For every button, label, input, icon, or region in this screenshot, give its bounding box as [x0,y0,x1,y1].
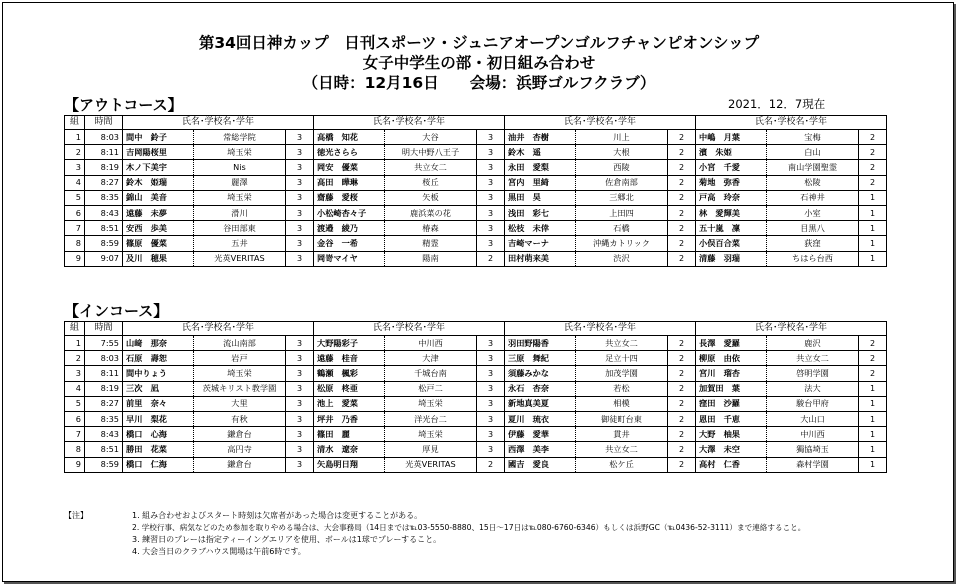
player-name: 長澤 愛羅 [696,336,767,351]
table-row [65,130,887,145]
player-name: 坪井 乃香 [314,411,385,426]
tee-time: 8:11 [85,145,123,160]
school-name: 貫井 [576,427,668,442]
school-name: 佐倉南部 [576,175,668,190]
school-name: 共立女二 [767,351,859,366]
table-row [65,236,887,251]
school-name: 千城台南 [385,366,477,381]
school-name: 鎌倉台 [194,427,286,442]
grade: 3 [286,221,314,236]
school-name: 足立十四 [576,351,668,366]
group-number: 2 [65,145,85,160]
player-name: 篠田 麗 [314,427,385,442]
grade: 3 [286,236,314,251]
school-name: 松ケ丘 [576,457,668,472]
grade: 3 [286,442,314,457]
grade: 3 [477,221,505,236]
grade: 3 [286,145,314,160]
grade: 3 [477,381,505,396]
grade: 3 [286,190,314,205]
tee-time: 8:11 [85,366,123,381]
school-name: 鹿沢 [767,336,859,351]
header-player-4: 氏名･学校名･学年 [696,116,887,130]
grade: 2 [668,190,696,205]
group-number: 8 [65,236,85,251]
grade: 1 [859,190,887,205]
school-name: 椿森 [385,221,477,236]
player-name: 橋口 仁海 [123,457,194,472]
grade: 2 [668,251,696,266]
player-name: 中嶋 月葉 [696,130,767,145]
grade: 3 [477,427,505,442]
player-name: 永田 愛梨 [505,160,576,175]
school-name: 埼玉栄 [385,396,477,411]
header-player-1: 氏名･学校名･学年 [123,116,314,130]
grade: 3 [286,251,314,266]
tee-time: 8:19 [85,160,123,175]
school-name: 若松 [576,381,668,396]
table-row [65,457,887,472]
player-name: 小宮 千愛 [696,160,767,175]
player-name: 前里 奈々 [123,396,194,411]
player-name: 高田 曄琳 [314,175,385,190]
grade: 1 [859,221,887,236]
school-name: 埼玉栄 [194,190,286,205]
tee-time: 8:35 [85,190,123,205]
player-name: 恩田 千恵 [696,411,767,426]
player-name: 及川 穂果 [123,251,194,266]
table-row [65,366,887,381]
grade: 2 [668,221,696,236]
school-name: 有秋 [194,411,286,426]
player-name: 渡邉 綾乃 [314,221,385,236]
school-name: 川上 [576,130,668,145]
out-course-label: 【アウトコース】 [64,96,183,114]
school-name: 三郷北 [576,190,668,205]
school-name: 光英VERITAS [385,457,477,472]
player-name: 五十嵐 凜 [696,221,767,236]
note-item: 1. 組み合わせおよびスタート時刻は欠席者があった場合は変更することがある。 [132,511,423,520]
grade: 2 [668,396,696,411]
header-player-1: 氏名･学校名･学年 [123,322,314,336]
school-name: 共立女二 [385,160,477,175]
header-group: 組 [65,116,85,130]
player-name: 大野 柚果 [696,427,767,442]
grade: 3 [286,396,314,411]
school-name: 法大 [767,381,859,396]
player-name: 黒田 昊 [505,190,576,205]
player-name: 戸高 玲奈 [696,190,767,205]
note-item: 3. 練習日のプレーは指定ティーイングエリアを使用、ボールは1球でプレーすること。 [132,535,442,544]
school-name: 茨城キリスト教学園 [194,381,286,396]
player-name: 高村 仁香 [696,457,767,472]
school-name: 森村学園 [767,457,859,472]
header-time: 時間 [85,116,123,130]
grade: 3 [286,411,314,426]
grade: 3 [477,190,505,205]
group-number: 1 [65,130,85,145]
school-name: 厚見 [385,442,477,457]
grade: 2 [668,457,696,472]
tee-time: 8:43 [85,427,123,442]
player-name: 宮内 里綺 [505,175,576,190]
in-course-label: 【インコース】 [64,302,169,320]
grade: 3 [477,236,505,251]
school-name: 白山 [767,145,859,160]
player-name: 松原 柊亜 [314,381,385,396]
school-name: 加茂学園 [576,366,668,381]
table-row [65,411,887,426]
table-row [65,427,887,442]
player-name: 早川 梨花 [123,411,194,426]
tee-time: 9:07 [85,251,123,266]
header-player-3: 氏名･学校名･学年 [505,322,696,336]
grade: 3 [477,145,505,160]
grade: 2 [859,175,887,190]
notes-list [132,510,805,558]
tee-time: 8:43 [85,205,123,220]
player-name: 清水 遼奈 [314,442,385,457]
grade: 2 [668,351,696,366]
school-name: 明大中野八王子 [385,145,477,160]
school-name: 大谷 [385,130,477,145]
school-name: 光英VERITAS [194,251,286,266]
player-name: 大澤 未空 [696,442,767,457]
school-name: 御徒町台東 [576,411,668,426]
grade: 2 [668,427,696,442]
player-name: 宮川 瑠杏 [696,366,767,381]
player-name: 間中りょう [123,366,194,381]
player-name: 伊藤 愛華 [505,427,576,442]
grade: 3 [286,351,314,366]
grade: 3 [286,175,314,190]
title-line3: （日時：12月16日 会場：浜野ゴルフクラブ） [302,74,656,92]
table-row [65,145,887,160]
player-name: 鈴木 遥 [505,145,576,160]
header-player-4: 氏名･学校名･学年 [696,322,887,336]
tee-time: 8:35 [85,411,123,426]
school-name: 獨協埼玉 [767,442,859,457]
school-name: 宝梅 [767,130,859,145]
school-name: 石橋 [576,221,668,236]
grade: 2 [668,366,696,381]
table-row [65,442,887,457]
school-name: 大山口 [767,411,859,426]
school-name: 鎌倉台 [194,457,286,472]
school-name: Nis [194,160,286,175]
school-name: 大津 [385,351,477,366]
group-number: 3 [65,366,85,381]
grade: 2 [859,130,887,145]
player-name: 吉岡陽桜里 [123,145,194,160]
group-number: 6 [65,205,85,220]
grade: 3 [477,175,505,190]
player-name: 岡安 優菜 [314,160,385,175]
player-name: 橋口 心海 [123,427,194,442]
table-row [65,175,887,190]
group-number: 9 [65,251,85,266]
player-name: 新地真美夏 [505,396,576,411]
school-name: 五井 [194,236,286,251]
school-name: 高円寺 [194,442,286,457]
table-row [65,336,887,351]
school-name: 桜丘 [385,175,477,190]
grade: 2 [859,336,887,351]
note-item: 4. 大会当日のクラブハウス開場は午前6時です。 [132,547,306,556]
grade: 3 [286,336,314,351]
player-name: 吉崎マーナ [505,236,576,251]
out-course-table [64,115,887,267]
player-name: 清藤 羽瑞 [696,251,767,266]
school-name: 西陵 [576,160,668,175]
table-row [65,205,887,220]
school-name: 共立女二 [576,442,668,457]
grade: 3 [477,336,505,351]
player-name: 遠藤 桂音 [314,351,385,366]
header-time: 時間 [85,322,123,336]
school-name: 中川西 [767,427,859,442]
grade: 2 [859,351,887,366]
group-number: 4 [65,381,85,396]
table-row [65,190,887,205]
player-name: 加賀田 葉 [696,381,767,396]
grade: 3 [286,427,314,442]
grade: 1 [859,205,887,220]
table-row [65,396,887,411]
grade: 3 [477,366,505,381]
player-name: 山﨑 那奈 [123,336,194,351]
grade: 2 [668,442,696,457]
player-name: 浅田 彩七 [505,205,576,220]
grade: 2 [668,205,696,220]
tee-time: 8:27 [85,175,123,190]
school-name: 埼玉栄 [194,366,286,381]
school-name: 上田四 [576,205,668,220]
grade: 2 [668,145,696,160]
note-item: 2. 学校行事、病気などのため参加を取りやめる場合は、大会事務局（14日までは℡03-5550-8880、15日～17日は℡080-6760-6346）もしくは浜野GC（℡0436-52-3111）まで連絡すること。 [132,523,806,532]
player-name: 安西 歩美 [123,221,194,236]
grade: 2 [859,366,887,381]
school-name: 洋光台二 [385,411,477,426]
player-name: 小松崎杏々子 [314,205,385,220]
player-name: 三次 凪 [123,381,194,396]
player-name: 菊地 弥香 [696,175,767,190]
grade: 3 [477,411,505,426]
school-name: 相模 [576,396,668,411]
group-number: 4 [65,175,85,190]
group-number: 8 [65,442,85,457]
grade: 2 [477,251,505,266]
grade: 1 [859,411,887,426]
player-name: 田村萌来美 [505,251,576,266]
grade: 3 [286,130,314,145]
grade: 2 [668,160,696,175]
player-name: 夏川 琉衣 [505,411,576,426]
player-name: 矢島明日翔 [314,457,385,472]
grade: 3 [477,351,505,366]
school-name: 松陵 [767,175,859,190]
tee-time: 7:55 [85,336,123,351]
player-name: 徳光さらら [314,145,385,160]
group-number: 6 [65,411,85,426]
school-name: 南山学園聖霊 [767,160,859,175]
school-name: 渋沢 [576,251,668,266]
grade: 1 [859,427,887,442]
player-name: 松枝 未倖 [505,221,576,236]
table-row [65,351,887,366]
grade: 1 [859,251,887,266]
title-line2: 女子中学生の部・初日組み合わせ [362,54,596,72]
player-name: 池上 愛菜 [314,396,385,411]
player-name: 鶴瀬 楓彩 [314,366,385,381]
school-name: 松戸二 [385,381,477,396]
group-number: 5 [65,396,85,411]
grade: 3 [477,205,505,220]
grade: 1 [859,442,887,457]
player-name: 岡嵜マイヤ [314,251,385,266]
player-name: 間中 鈴子 [123,130,194,145]
player-name: 錦山 美音 [123,190,194,205]
header-row [65,116,887,130]
tee-time: 8:27 [85,396,123,411]
group-number: 5 [65,190,85,205]
tee-time: 8:51 [85,221,123,236]
header-group: 組 [65,322,85,336]
player-name: 木ノ下美宇 [123,160,194,175]
player-name: 油井 杏樹 [505,130,576,145]
school-name: 常総学院 [194,130,286,145]
player-name: 小俣百合菜 [696,236,767,251]
notes-label: 【注】 [64,511,88,520]
as-of-date: 2021．12．7現在 [728,97,826,111]
school-name: ちはら台西 [767,251,859,266]
tee-time: 8:19 [85,381,123,396]
grade: 2 [668,130,696,145]
player-name: 鈴木 姫瑞 [123,175,194,190]
table-row [65,221,887,236]
group-number: 7 [65,221,85,236]
table-row [65,251,887,266]
player-name: 篠原 優菜 [123,236,194,251]
header-player-3: 氏名･学校名･学年 [505,116,696,130]
grade: 3 [286,457,314,472]
grade: 3 [286,366,314,381]
player-name: 三原 舞紀 [505,351,576,366]
school-name: 鹿浜菜の花 [385,205,477,220]
player-name: 窪田 沙羅 [696,396,767,411]
player-name: 金谷 一希 [314,236,385,251]
player-name: 須藤みかな [505,366,576,381]
grade: 2 [668,236,696,251]
group-number: 1 [65,336,85,351]
player-name: 遠藤 未夢 [123,205,194,220]
grade: 2 [668,175,696,190]
school-name: 石神井 [767,190,859,205]
school-name: 大里 [194,396,286,411]
grade: 2 [859,145,887,160]
tee-time: 8:51 [85,442,123,457]
player-name: 齋藤 愛桜 [314,190,385,205]
school-name: 駿台甲府 [767,396,859,411]
player-name: 國吉 愛良 [505,457,576,472]
grade: 2 [668,336,696,351]
group-number: 9 [65,457,85,472]
school-name: 共立女二 [576,336,668,351]
group-number: 7 [65,427,85,442]
school-name: 谷田部東 [194,221,286,236]
school-name: 岩戸 [194,351,286,366]
tee-time: 8:59 [85,236,123,251]
table-row [65,381,887,396]
grade: 3 [286,160,314,175]
school-name: 精霊 [385,236,477,251]
grade: 2 [668,411,696,426]
grade: 3 [286,205,314,220]
grade: 2 [859,160,887,175]
header-player-2: 氏名･学校名･学年 [314,322,505,336]
player-name: 柳原 由依 [696,351,767,366]
player-name: 永石 杏奈 [505,381,576,396]
grade: 2 [668,381,696,396]
player-name: 濱 朱姫 [696,145,767,160]
player-name: 勝田 花菜 [123,442,194,457]
table-row [65,160,887,175]
school-name: 小室 [767,205,859,220]
grade: 2 [477,457,505,472]
grade: 3 [286,381,314,396]
school-name: 陽南 [385,251,477,266]
player-name: 石原 壽恕 [123,351,194,366]
grade: 1 [859,396,887,411]
grade: 3 [477,130,505,145]
player-name: 羽田野陽香 [505,336,576,351]
grade: 3 [477,396,505,411]
tee-time: 8:03 [85,130,123,145]
player-name: 西澤 美李 [505,442,576,457]
player-name: 林 愛輝美 [696,205,767,220]
grade: 1 [859,381,887,396]
grade: 3 [477,160,505,175]
school-name: 沖縄カトリック [576,236,668,251]
school-name: 目黒八 [767,221,859,236]
player-name: 高橋 知花 [314,130,385,145]
group-number: 2 [65,351,85,366]
school-name: 啓明学園 [767,366,859,381]
group-number: 3 [65,160,85,175]
grade: 3 [477,442,505,457]
school-name: 滑川 [194,205,286,220]
title-line1: 第34回日神カップ 日刊スポーツ・ジュニアオープンゴルフチャンピオンシップ [198,34,760,52]
school-name: 麗澤 [194,175,286,190]
school-name: 中川西 [385,336,477,351]
header-player-2: 氏名･学校名･学年 [314,116,505,130]
school-name: 矢板 [385,190,477,205]
school-name: 埼玉栄 [194,145,286,160]
school-name: 大根 [576,145,668,160]
in-course-table [64,321,887,473]
tee-time: 8:03 [85,351,123,366]
school-name: 流山南部 [194,336,286,351]
tee-time: 8:59 [85,457,123,472]
school-name: 荻窪 [767,236,859,251]
grade: 1 [859,236,887,251]
player-name: 大野陽彩子 [314,336,385,351]
school-name: 埼玉栄 [385,427,477,442]
grade: 1 [859,457,887,472]
header-row [65,322,887,336]
